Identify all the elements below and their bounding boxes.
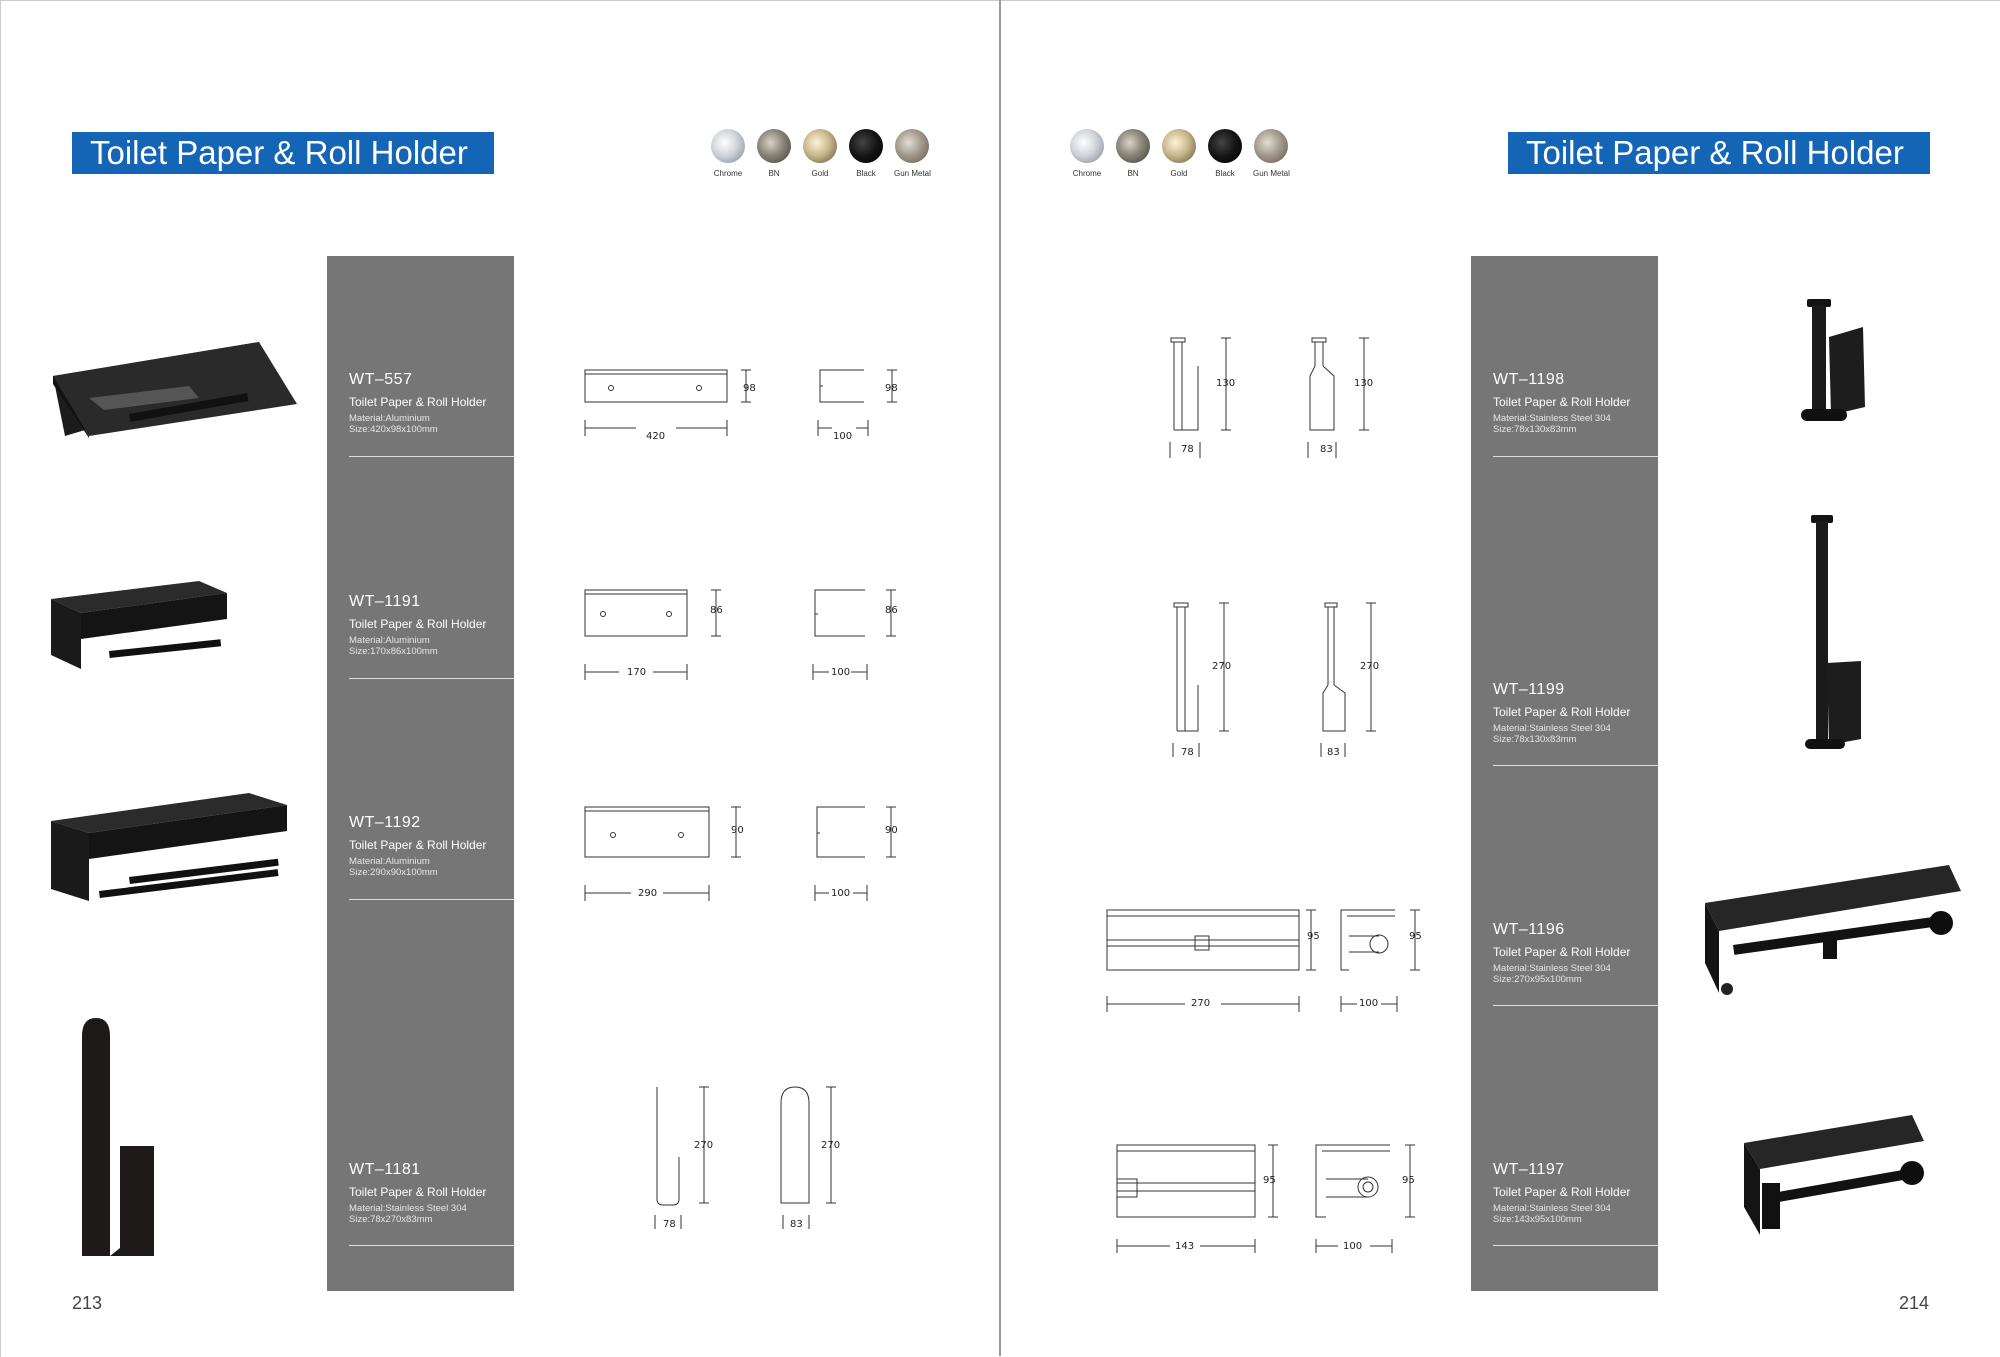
dim-height-side: 95: [1409, 931, 1422, 942]
product-name: Toilet Paper & Roll Holder: [1493, 945, 1631, 959]
dim-depth: 100: [1343, 1241, 1363, 1252]
product-material: Material:Stainless Steel 304: [1493, 413, 1611, 424]
dim-width: 78: [663, 1219, 676, 1230]
drawing-front-wt-1197: [1115, 1141, 1285, 1256]
spec-wt-1192: [349, 814, 514, 878]
finish-label: BN: [1127, 169, 1139, 178]
product-code: WT–1181: [349, 1161, 421, 1178]
dim-height-side: 270: [821, 1140, 841, 1151]
finish-swatch-gun-metal[interactable]: [1253, 129, 1289, 178]
divider: [349, 456, 514, 457]
dim-width: 290: [638, 888, 658, 899]
product-photo-wt-1198: [1795, 297, 1875, 427]
drawing-side-wt-1196: [1339, 906, 1434, 1016]
product-size: Size:170x86x100mm: [349, 646, 438, 657]
finish-label: Chrome: [713, 169, 743, 178]
product-size: Size:78x130x83mm: [1493, 424, 1577, 435]
dim-depth: 83: [1320, 444, 1333, 455]
dim-width: 170: [627, 667, 647, 678]
dim-depth: 83: [1327, 747, 1340, 758]
finish-label: BN: [768, 169, 780, 178]
dim-width: 270: [1191, 998, 1211, 1009]
dim-height-side: 270: [1360, 661, 1380, 672]
dim-height-front: 98: [743, 383, 756, 394]
spec-wt-1199: [1493, 681, 1658, 745]
divider: [1493, 1005, 1658, 1006]
drawing-front-wt-1198: [1168, 336, 1238, 461]
finish-swatch-bn[interactable]: [1115, 129, 1151, 178]
page-number: 213: [72, 1293, 103, 1313]
divider: [349, 1245, 514, 1246]
product-photo-wt-1199: [1795, 513, 1875, 753]
product-size: Size:78x130x83mm: [1493, 734, 1577, 745]
divider: [1493, 1245, 1658, 1246]
finish-swatch-gold[interactable]: [1161, 129, 1197, 178]
dim-height-side: 98: [885, 383, 898, 394]
finish-swatch-black[interactable]: [1207, 129, 1243, 178]
product-code: WT–1196: [1493, 921, 1565, 938]
dim-width: 143: [1175, 1241, 1195, 1252]
spec-wt-1181: [349, 1161, 514, 1225]
product-code: WT–557: [349, 371, 413, 388]
drawing-front-wt-1199: [1172, 601, 1242, 761]
page-title: Toilet Paper & Roll Holder: [1508, 132, 1930, 174]
dim-depth: 100: [831, 667, 851, 678]
dim-width: 78: [1181, 747, 1194, 758]
finish-label: Black: [1215, 169, 1235, 178]
product-name: Toilet Paper & Roll Holder: [349, 1185, 487, 1199]
product-photo-wt-1181: [76, 1016, 166, 1261]
dim-height-side: 86: [885, 605, 898, 616]
dim-width: 420: [646, 431, 666, 442]
product-size: Size:420x98x100mm: [349, 424, 438, 435]
product-material: Material:Stainless Steel 304: [1493, 1203, 1611, 1214]
product-photo-wt-1191: [49, 579, 239, 684]
dim-depth: 83: [790, 1219, 803, 1230]
product-size: Size:143x95x100mm: [1493, 1214, 1582, 1225]
finish-label: Gun Metal: [894, 169, 931, 178]
spec-wt-1196: [1493, 921, 1658, 985]
product-name: Toilet Paper & Roll Holder: [1493, 395, 1631, 409]
product-photo-wt-1197: [1742, 1113, 1927, 1243]
finish-swatches: [1069, 129, 1289, 178]
product-size: Size:78x270x83mm: [349, 1214, 433, 1225]
right-page: [1001, 0, 2000, 1357]
spec-wt-1191: [349, 593, 514, 657]
drawing-front-wt-1181: [651, 1081, 726, 1231]
finish-label: Gold: [811, 169, 829, 178]
product-name: Toilet Paper & Roll Holder: [349, 395, 487, 409]
finish-swatches: [710, 129, 930, 178]
spec-wt-1198: [1493, 371, 1658, 435]
dim-height-front: 270: [1212, 661, 1232, 672]
dim-height-front: 95: [1307, 931, 1320, 942]
product-photo-wt-1192: [49, 791, 294, 921]
product-material: Material:Stainless Steel 304: [1493, 723, 1611, 734]
finish-swatch-gun-metal[interactable]: [894, 129, 930, 178]
dim-height-front: 86: [710, 605, 723, 616]
divider: [349, 678, 514, 679]
dim-depth: 100: [831, 888, 851, 899]
drawing-side-wt-1197: [1314, 1141, 1414, 1256]
spec-wt-557: [349, 371, 514, 435]
product-size: Size:270x95x100mm: [1493, 974, 1582, 985]
drawing-side-wt-1199: [1319, 601, 1389, 761]
drawing-front-wt-1191: [581, 586, 741, 681]
product-material: Material:Aluminium: [349, 413, 430, 424]
finish-swatch-black[interactable]: [848, 129, 884, 178]
finish-label: Chrome: [1072, 169, 1102, 178]
product-code: WT–1199: [1493, 681, 1565, 698]
finish-swatch-bn[interactable]: [756, 129, 792, 178]
product-material: Material:Aluminium: [349, 635, 430, 646]
product-code: WT–1198: [1493, 371, 1565, 388]
divider: [1493, 456, 1658, 457]
finish-label: Gun Metal: [1253, 169, 1290, 178]
product-name: Toilet Paper & Roll Holder: [349, 617, 487, 631]
product-photo-wt-1196: [1703, 863, 1963, 1003]
dim-depth: 100: [833, 431, 853, 442]
dim-height-side: 130: [1354, 378, 1374, 389]
drawing-front-wt-557: [581, 366, 761, 446]
dim-height-side: 90: [885, 825, 898, 836]
dim-depth: 100: [1359, 998, 1379, 1009]
divider: [1493, 765, 1658, 766]
finish-label: Black: [856, 169, 876, 178]
product-size: Size:290x90x100mm: [349, 867, 438, 878]
drawing-front-wt-1192: [581, 801, 741, 906]
spec-wt-1197: [1493, 1161, 1658, 1225]
product-material: Material:Aluminium: [349, 856, 430, 867]
product-name: Toilet Paper & Roll Holder: [1493, 705, 1631, 719]
dim-height-front: 270: [694, 1140, 714, 1151]
page-number: 214: [1899, 1293, 1930, 1313]
drawing-side-wt-1198: [1306, 336, 1376, 461]
dim-height-side: 95: [1402, 1175, 1415, 1186]
finish-swatch-chrome[interactable]: [1069, 129, 1105, 178]
product-name: Toilet Paper & Roll Holder: [349, 838, 487, 852]
finish-swatch-gold[interactable]: [802, 129, 838, 178]
dim-height-front: 95: [1263, 1175, 1276, 1186]
drawing-side-wt-557: [814, 366, 904, 446]
product-photo-wt-557: [49, 336, 299, 461]
product-name: Toilet Paper & Roll Holder: [1493, 1185, 1631, 1199]
divider: [349, 899, 514, 900]
drawing-side-wt-1181: [779, 1081, 854, 1231]
dim-height-front: 90: [731, 825, 744, 836]
dim-height-front: 130: [1216, 378, 1236, 389]
drawing-side-wt-1192: [813, 801, 908, 906]
product-material: Material:Stainless Steel 304: [1493, 963, 1611, 974]
finish-swatch-chrome[interactable]: [710, 129, 746, 178]
drawing-side-wt-1191: [811, 586, 906, 681]
page-title: Toilet Paper & Roll Holder: [72, 132, 494, 174]
product-code: WT–1192: [349, 814, 421, 831]
product-code: WT–1191: [349, 593, 421, 610]
dim-width: 78: [1181, 444, 1194, 455]
product-material: Material:Stainless Steel 304: [349, 1203, 467, 1214]
finish-label: Gold: [1170, 169, 1188, 178]
product-code: WT–1197: [1493, 1161, 1565, 1178]
